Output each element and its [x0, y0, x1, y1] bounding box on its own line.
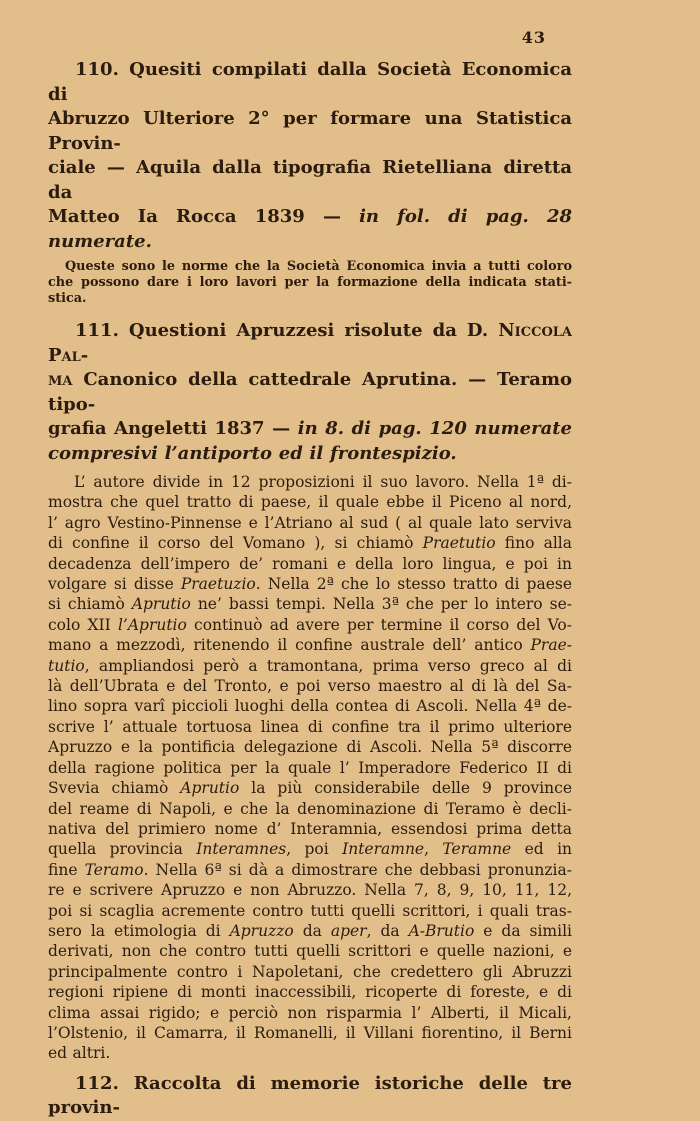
text-segment: , poi [286, 840, 343, 859]
text-segment: aper [330, 921, 367, 940]
text-segment: Abruzzo Ulteriore 2° per formare una Statistica Provin- [48, 108, 572, 154]
text-line [48, 368, 572, 417]
text-segment: L’ autore divide in 12 proposizioni il suo lavoro. Nella 1ª di- [74, 473, 572, 491]
text-segment: l’Aprutio [117, 615, 187, 634]
text-segment: ed altri. [48, 1044, 111, 1063]
text-line [48, 442, 572, 467]
text-segment: Interamne [342, 840, 425, 859]
text-segment: derivati, non che contro tutti quelli scrittori e quelle nazioni, e [48, 942, 572, 961]
note-110 [48, 259, 572, 307]
text-segment: compresivi l’antiporto ed il frontespizio. [48, 442, 457, 464]
text-segment: colo XII [48, 615, 118, 634]
text-segment: clima assai rigido; e perciò non risparmia l’ Alberti, il Micali, [48, 1003, 572, 1022]
text-line [48, 635, 572, 655]
text-segment: re e scrivere Apruzzo e non Abruzzo. Nella 7, 8, 9, 10, 11, 12, [48, 881, 572, 900]
text-line [48, 962, 572, 982]
text-line [48, 839, 572, 859]
text-segment: . Nella 2ª che lo stesso tratto di paese [255, 575, 572, 594]
text-line [48, 472, 572, 492]
text-segment: sero la etimologia di [48, 921, 230, 940]
text-segment: Svevia chiamò [48, 779, 181, 798]
text-line [48, 533, 572, 553]
text-segment: A-Brutio [408, 921, 475, 940]
text-line [48, 574, 572, 594]
text-segment: poi si scaglia acremente contro tutti quelli scrittori, i quali tras- [48, 901, 572, 920]
text-segment: , da [366, 921, 409, 940]
text-line [48, 982, 572, 1002]
text-segment: in fol. di pag. 28 numerate. [48, 206, 572, 252]
text-line [48, 860, 572, 880]
text-segment: si chiamò [48, 595, 132, 614]
text-line [48, 880, 572, 900]
text-segment: . Nella 6ª si dà a dimostrare che debbasi pronunzia- [143, 860, 572, 879]
text-segment: l’Olstenio, il Camarra, il Romanelli, il Villani fiorentino, il Berni [48, 1023, 572, 1042]
text-segment: Aprutio [180, 779, 240, 798]
text-segment: Apruzzo e la pontificia delegazione di Ascoli. Nella 5ª discorre [48, 738, 572, 757]
text-line [48, 1043, 572, 1063]
page-number: 43 [521, 28, 546, 47]
text-line [48, 799, 572, 819]
text-line [48, 615, 572, 635]
text-segment: l’ agro Vestino-Pinnense e l’Atriano al sud ( al quale lato serviva [48, 513, 572, 532]
text-line [48, 107, 572, 156]
text-segment: tutio [48, 656, 85, 675]
text-segment: Matteo Ia Rocca 1839 — [48, 206, 360, 227]
text-segment: nativa del primiero nome d’ Interamnia, essendosi prima detta [48, 819, 572, 838]
text-segment: Praetutio [422, 534, 496, 553]
text-segment: Aprutio [131, 595, 191, 614]
text-segment: ma [48, 369, 73, 390]
text-segment: continuò ad avere per termine il corso del Vo- [186, 615, 572, 634]
text-line [48, 594, 572, 614]
text-segment: Prae- [530, 636, 572, 655]
text-line [48, 417, 572, 442]
text-line [48, 1072, 572, 1121]
entry-110 [48, 58, 572, 254]
text-line [48, 921, 572, 941]
text-segment: Praetuzio [180, 575, 256, 594]
text-segment: ciale — Aquila dalla tipografia Rietelliana diretta da [48, 157, 572, 203]
text-segment: mostra che quel tratto di paese, il quale ebbe il Piceno al nord, [48, 493, 572, 512]
text-line [48, 58, 572, 107]
text-line [48, 513, 572, 533]
text-segment: là dell’Ubrata e del Tronto, e poi verso maestro al di là del Sa- [48, 677, 572, 696]
text-segment: Apruzzo [229, 921, 294, 940]
text-segment: 111. Questioni Apruzzesi risolute da D. [75, 320, 499, 341]
text-segment: principalmente contro i Napoletani, che credettero gli Abruzzi [48, 962, 572, 981]
text-segment: che possono dare i loro lavori per la formazione della indicata stati- [48, 275, 572, 290]
text-segment: Teramne [442, 840, 512, 859]
text-segment: di confine il corso del Vomano ), si chiamò [48, 534, 423, 553]
text-segment: 112. Raccolta di memorie istoriche delle tre provin- [48, 1072, 572, 1119]
entry-112 [48, 1072, 572, 1121]
text-segment: del reame di Napoli, e che la denominazione di Teramo è decli- [48, 799, 572, 818]
text-segment: fine [48, 860, 85, 879]
text-segment: Niccola Pal- [48, 320, 572, 366]
text-segment: fino alla [495, 534, 572, 553]
text-segment: decadenza dell’impero de’ romani e della loro lingua, e poi in [48, 554, 572, 573]
text-segment: scrive l’ attuale tortuosa linea di confine tra il primo ulteriore [48, 717, 572, 736]
text-segment: regioni ripiene di monti inaccessibili, ricoperte di foreste, e di [48, 983, 572, 1002]
text-segment: ne’ bassi tempi. Nella 3ª che per lo intero se- [190, 595, 572, 614]
review-111 [48, 472, 572, 1064]
text-line [48, 696, 572, 716]
text-segment: Canonico della cattedrale Aprutina. — Teramo tipo- [48, 369, 572, 415]
text-segment: , [424, 840, 443, 859]
text-line [48, 941, 572, 961]
text-segment: Queste sono le norme che la Società Economica invia a tutti coloro [65, 259, 572, 274]
text-line [48, 676, 572, 696]
text-segment: ed in [511, 840, 573, 859]
text-segment: Teramo [84, 860, 144, 879]
text-line [48, 717, 572, 737]
text-segment: la più considerabile delle 9 province [239, 779, 572, 798]
text-segment: quella provincia [48, 840, 197, 859]
text-line [48, 737, 572, 757]
entry-111 [48, 319, 572, 466]
text-line [48, 1023, 572, 1043]
text-segment: da [293, 921, 331, 940]
text-line [48, 275, 572, 291]
text-line [48, 758, 572, 778]
text-line [48, 656, 572, 676]
text-segment: lino sopra varî piccioli luoghi della contea di Ascoli. Nella 4ª de- [48, 697, 572, 716]
text-segment: stica. [48, 291, 87, 306]
text-line [48, 492, 572, 512]
text-line [48, 1003, 572, 1023]
text-line [48, 819, 572, 839]
text-segment: volgare si disse [48, 575, 181, 594]
text-segment: Interamnes [196, 840, 287, 859]
text-line [48, 901, 572, 921]
text-line [48, 156, 572, 205]
text-column [48, 58, 572, 1121]
text-line [48, 319, 572, 368]
text-segment: in 8. di pag. 120 numerate [297, 418, 573, 439]
text-line [48, 554, 572, 574]
text-line [48, 778, 572, 798]
text-segment: 110. Quesiti compilati dalla Società Economica di [48, 59, 572, 105]
text-line [48, 259, 572, 275]
text-segment: grafia Angeletti 1837 — [48, 418, 298, 439]
text-line [48, 291, 572, 307]
text-line [48, 205, 572, 254]
text-segment: mano a mezzodì, ritenendo il confine australe dell’ antico [48, 636, 531, 655]
text-segment: e da simili [474, 921, 572, 940]
text-segment: , ampliandosi però a tramontana, prima verso greco al di [84, 656, 572, 675]
text-segment: della ragione politica per la quale l’ Imperadore Federico II di [48, 758, 572, 777]
